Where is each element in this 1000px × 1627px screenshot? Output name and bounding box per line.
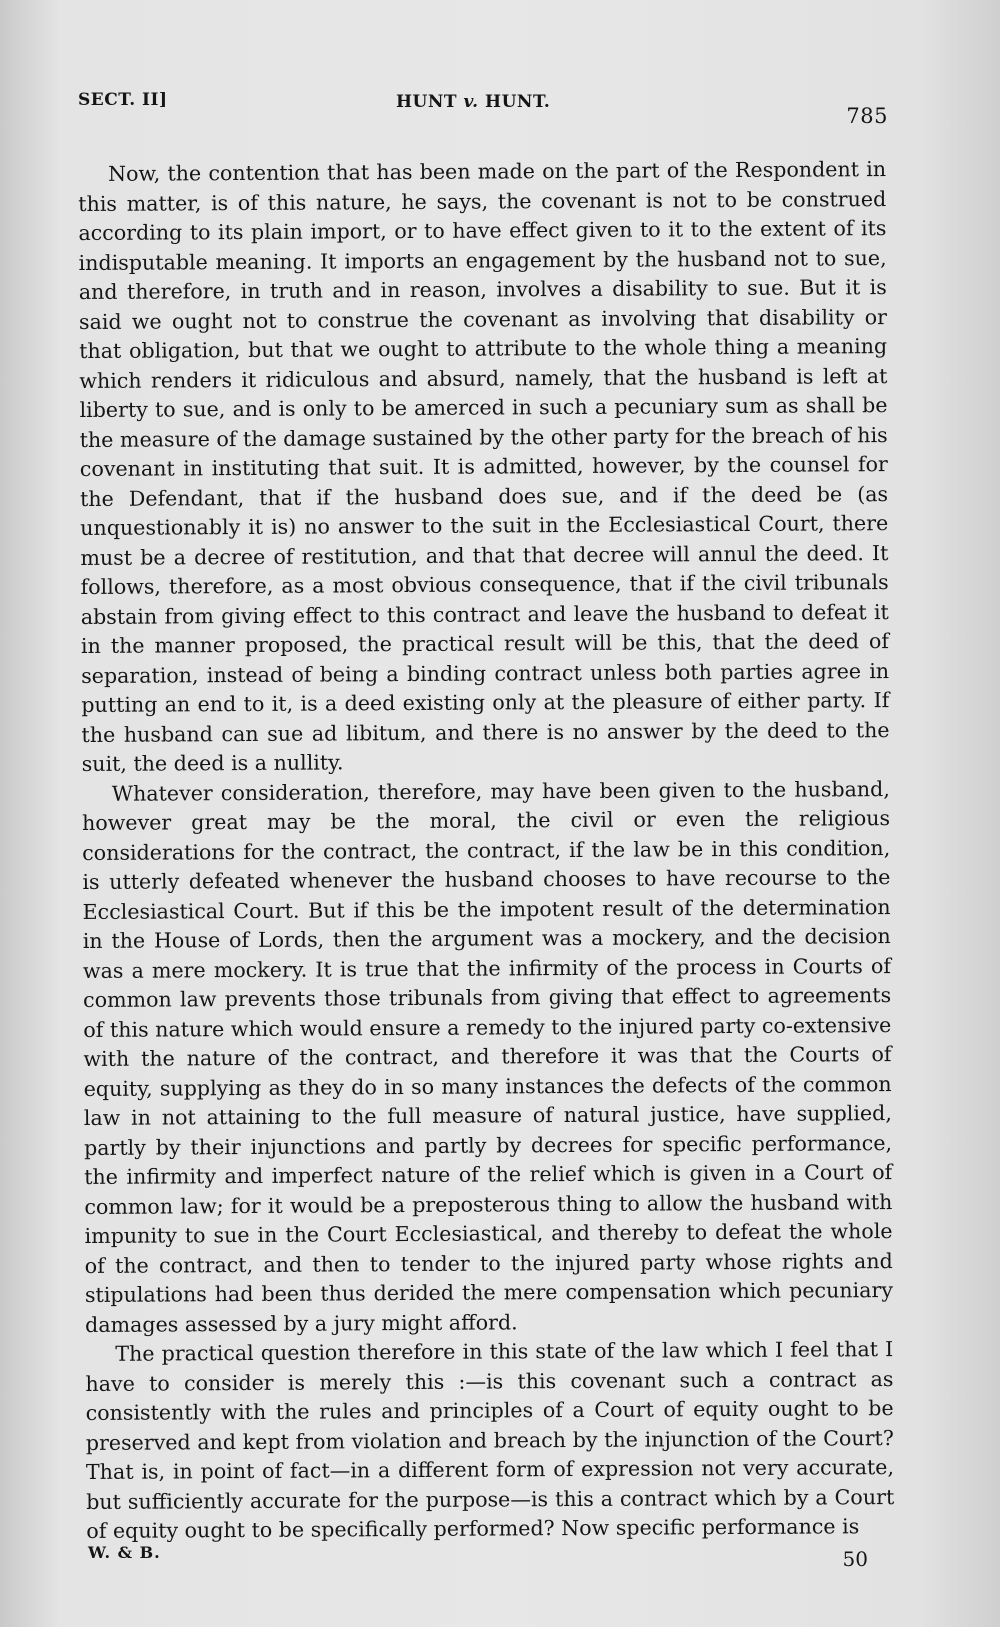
paragraph-1: Now, the contention that has been made on the part of the Respondent in this matter, is of this nature, he says, the covenant is not to be construed according to its plain import, or to have effect given to it to the extent of its indisputable meaning. It imports an engagement by the husband not to sue, and therefore, in truth and in reason, involves a disability to sue. But it is said we ought not to construe the covenant as involving that disability or that obligation, but that we ought to attribute to the whole thing a meaning which renders it ridiculous and absurd, namely, that the husband is left at liberty to sue, and is only to be amerced in such a pecuniary sum as shall be the measure of the damage sustained by the other party for the breach of his covenant in instituting that suit. It is admitted, however, by the counsel for the Defendant, that if the husband does sue, and if the deed be (as unquestionably it is) no answer to the suit in the Ecclesiastical Court, there must be a decree of restitution, and that that decree will annul the deed. It follows, therefore, as a most obvious consequence, that if the civil tribunals abstain from giving effect to this contract and leave the husband to defeat it in the manner proposed, the practical result will be this, that the deed of separation, instead of being a binding contract unless both parties agree in putting an end to it, is a deed existing only at the pleasure of either party. If the husband can sue ad libitum, and there is no answer by the deed to the suit, the deed is a nullity. <box>78 157 890 776</box>
case-title-part-b: HUNT. <box>478 92 551 112</box>
body-text <box>78 155 894 1546</box>
signature-mark: W. & B. <box>88 1543 161 1562</box>
page-footer <box>88 1543 878 1583</box>
page-number: 785 <box>846 104 888 128</box>
paragraph-2: Whatever consideration, therefore, may have been given to the husband, however great may be the moral, the civil or even the religious considerations for the contract, the contract, if the law be in this condition, is utterly defeated whenever the husband chooses to have recourse to the Ecclesiastical Court. But if this be the impotent result of the determination in the House of Lords, then the argument was a mockery, and the decision was a mere mockery. It is true that the infirmity of the process in Courts of common law prevents those tribunals from giving that effect to agreements of this nature which would ensure a remedy to the injured party co-extensive with the nature of the contract, and therefore it was that the Courts of equity, supplying as they do in so many instances the defects of the common law in not attaining to the full measure of natural justice, have supplied, partly by their injunctions and partly by decrees for specific performance, the infirmity and imperfect nature of the relief which is given in a Court of common law; for it would be a preposterous thing to allow the husband with impunity to sue in the Court Ecclesiastical, and thereby to defeat the whole of the contract, and then to tender to the injured party whose rights and stipulations had been thus derided the mere compensation which pecuniary damages assessed by a jury might afford. <box>81 776 893 1337</box>
section-label: SECT. II] <box>78 90 168 110</box>
case-title-part-a: HUNT <box>396 92 464 112</box>
case-title <box>396 92 550 112</box>
case-title-versus: v. <box>463 92 479 112</box>
running-head <box>78 86 888 126</box>
sheet-number: 50 <box>842 1547 868 1571</box>
paragraph-3: The practical question therefore in this state of the law which I feel that I have to consider is merely this :—is this covenant such a contract as consistently with the rules and principles of a Court of equity ought to be preserved and kept from violation and breach by the injunction of the Court? That is, in point of fact—in a different form of expression not very accurate, but sufficiently accurate for the purpose—is this a contract which by a Court of equity ought to be specifically performed? Now specific performance is <box>85 1337 895 1543</box>
